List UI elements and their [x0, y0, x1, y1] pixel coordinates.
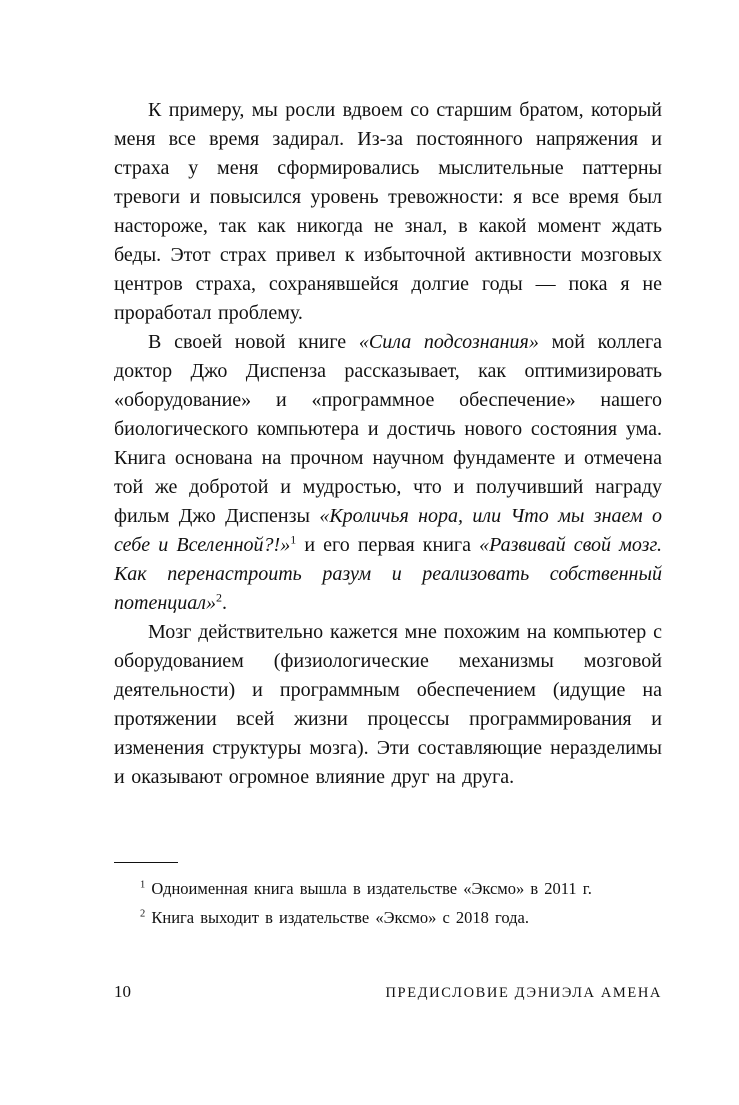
running-title: ПРЕДИСЛОВИЕ ДЭНИЭЛА АМЕНА [385, 985, 662, 1001]
paragraph-1: К примеру, мы росли вдвоем со старшим братом, который меня все время задирал. Из-за постоянного напряжения и страха у меня сформировались мыслительные паттерны тревоги и повысился уровень тревожности: я все время был настороже, так как никогда не знал, в какой момент ждать беды. Этот страх привел к избыточной активности мозговых центров страха, сохранявшейся долгие годы — пока я не проработал проблему. [114, 99, 662, 324]
footnote-reference-1: 1 [290, 532, 297, 547]
footnote-text: Одноименная книга вышла в издательстве «Эксмо» в 2011 г. [145, 879, 592, 898]
text-run: В своей новой книге [148, 331, 359, 353]
page-number: 10 [114, 982, 131, 1001]
footnote-text: Книга выходит в издательстве «Эксмо» с 2018 года. [145, 908, 530, 927]
text-run: мой коллега доктор Джо Диспенза рассказывает, как оптимизировать «оборудование» и «программное обеспечение» нашего биологического компьютера и достичь нового состояния ума. Книга основана на прочном научном фундаменте и отмечена той же добротой и мудростью, что и получивший награду фильм Джо Диспензы [114, 331, 663, 527]
text-run: и его первая книга [296, 534, 480, 556]
paragraph-2 [114, 328, 662, 618]
footnote-reference-2: 2 [215, 590, 222, 605]
footnote-marker-2: 2 [140, 908, 146, 920]
book-title-italic: «Развивай свой мозг. Как перенастроить разум и реализовать собственный потенциал» [114, 534, 662, 614]
paragraph-3: Мозг действительно кажется мне похожим на компьютер с оборудованием (физиологические механизмы мозговой деятельности) и программным обеспечением (идущие на протяжении всей жизни процессы программирования и изменения структуры мозга). Эти составляющие неразделимы и оказывают огромное влияние друг на друга. [114, 621, 662, 788]
page-footer [114, 982, 662, 1002]
footnote-separator [114, 862, 178, 863]
footnote-2 [114, 906, 662, 929]
page-body-text [114, 96, 662, 792]
footnotes-section [114, 862, 662, 935]
footnote-marker-1: 1 [140, 879, 146, 891]
film-title-italic: «Кроличья нора, или Что мы знаем о себе и Вселенной?!» [114, 505, 662, 556]
footnote-1 [114, 877, 662, 900]
text-run: . [221, 592, 227, 614]
book-title-italic: «Сила подсознания» [358, 331, 539, 353]
